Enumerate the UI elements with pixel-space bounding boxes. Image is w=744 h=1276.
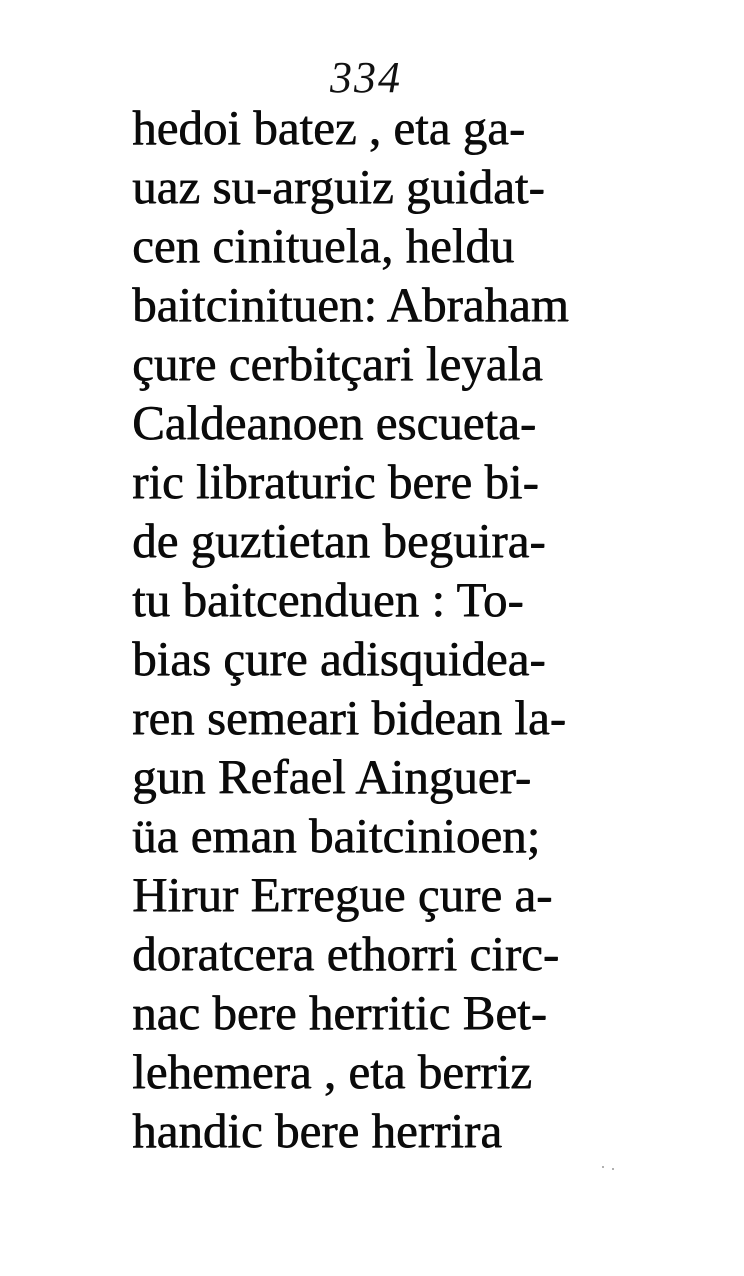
text-line: çure cerbitçari leyala <box>132 336 543 391</box>
text-line: lehemera , eta berriz <box>132 1044 532 1099</box>
paper-speck <box>612 1168 614 1170</box>
body-text <box>132 98 622 1160</box>
text-line: de guztietan beguira- <box>132 513 546 568</box>
paper-speck <box>602 1166 604 1168</box>
text-line: uaz su-arguiz guidat- <box>132 159 545 214</box>
text-line: nac bere herritic Bet- <box>132 985 547 1040</box>
text-line: bias çure adisquidea- <box>132 631 546 686</box>
text-line: cen cinituela, heldu <box>132 218 515 273</box>
text-line: gun Refael Ainguer- <box>132 749 532 804</box>
text-line: baitcinituen: Abraham <box>132 277 569 332</box>
text-line: tu baitcenduen : To- <box>132 572 524 627</box>
text-line: ren semeari bidean la- <box>132 690 566 745</box>
text-line: Caldeanoen escueta- <box>132 395 537 450</box>
text-line: doratcera ethorri circ- <box>132 926 560 981</box>
text-line: handic bere herrira <box>132 1103 502 1158</box>
text-line: Hirur Erregue çure a- <box>132 867 553 922</box>
text-line: üa eman baitcinioen; <box>132 808 541 863</box>
text-line: ric libraturic bere bi- <box>132 454 539 509</box>
text-line: hedoi batez , eta ga- <box>132 100 526 155</box>
page-number: 334 <box>330 53 402 102</box>
